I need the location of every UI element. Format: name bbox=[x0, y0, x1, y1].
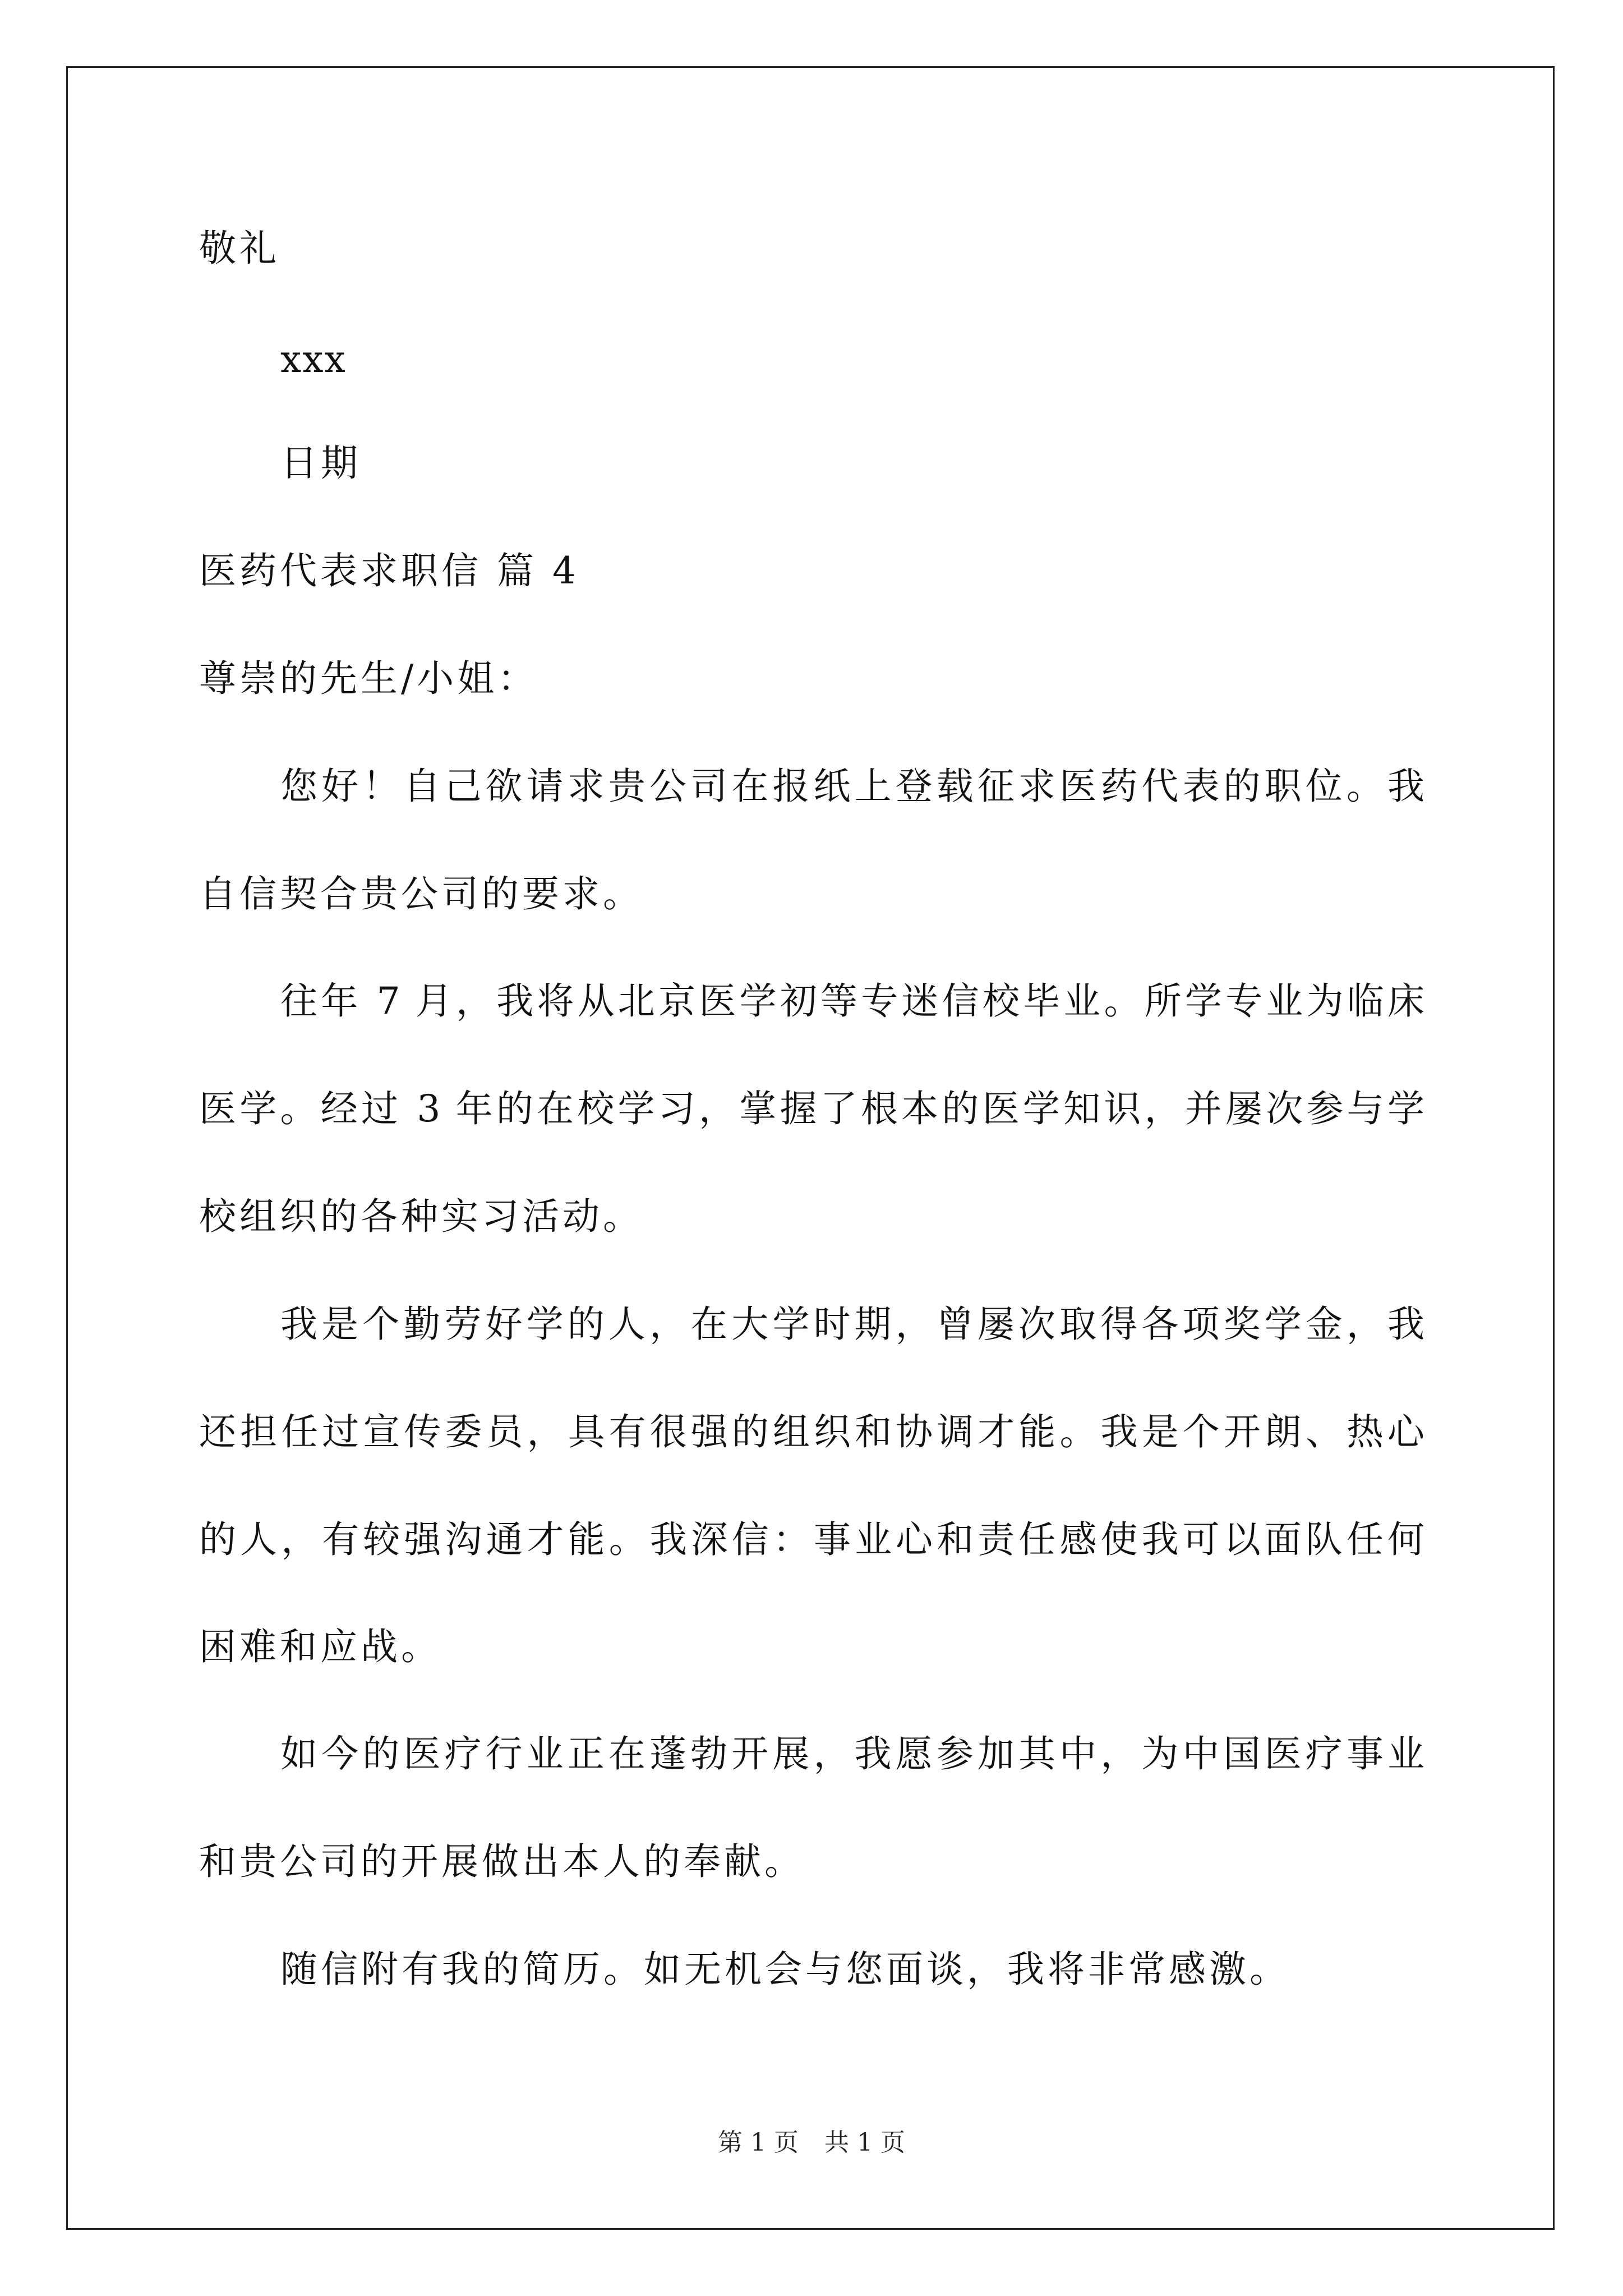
paragraph-line: 校组织的各种实习活动。 bbox=[199, 1195, 643, 1238]
closing-salutation: 敬礼 bbox=[199, 227, 280, 270]
page-number-total: 共 1 页 bbox=[824, 2128, 905, 2157]
paragraph-line: 您好！自己欲请求贵公司在报纸上登载征求医药代表的职位。我 bbox=[280, 765, 1424, 808]
paragraph-line: 的人，有较强沟通才能。我深信：事业心和责任感使我可以面队任何 bbox=[199, 1518, 1424, 1561]
paragraph-line: 医学。经过 3 年的在校学习，掌握了根本的医学知识，并屡次参与学 bbox=[199, 1087, 1424, 1130]
greeting: 尊崇的先生/小姐： bbox=[199, 657, 538, 700]
paragraph-line: 自信契合贵公司的要求。 bbox=[199, 872, 643, 915]
page-footer bbox=[0, 2128, 1623, 2157]
paragraph-line: 如今的医疗行业正在蓬勃开展，我愿参加其中，为中国医疗事业 bbox=[280, 1732, 1424, 1775]
page-number-current: 第 1 页 bbox=[718, 2128, 799, 2157]
signature: xxx bbox=[280, 338, 347, 381]
date-label: 日期 bbox=[280, 441, 361, 485]
page-border bbox=[66, 66, 1555, 2230]
paragraph-line: 困难和应战。 bbox=[199, 1625, 441, 1668]
paragraph-line: 还担任过宣传委员，具有很强的组织和协调才能。我是个开朗、热心 bbox=[199, 1410, 1424, 1453]
paragraph-line: 我是个勤劳好学的人，在大学时期，曾屡次取得各项奖学金，我 bbox=[280, 1303, 1424, 1346]
letter-title: 医药代表求职信 篇 4 bbox=[199, 549, 579, 592]
paragraph-line: 往年 7 月，我将从北京医学初等专迷信校毕业。所学专业为临床 bbox=[280, 979, 1424, 1023]
paragraph-line: 随信附有我的简历。如无机会与您面谈，我将非常感激。 bbox=[280, 1948, 1290, 1991]
paragraph-line: 和贵公司的开展做出本人的奉献。 bbox=[199, 1840, 805, 1883]
